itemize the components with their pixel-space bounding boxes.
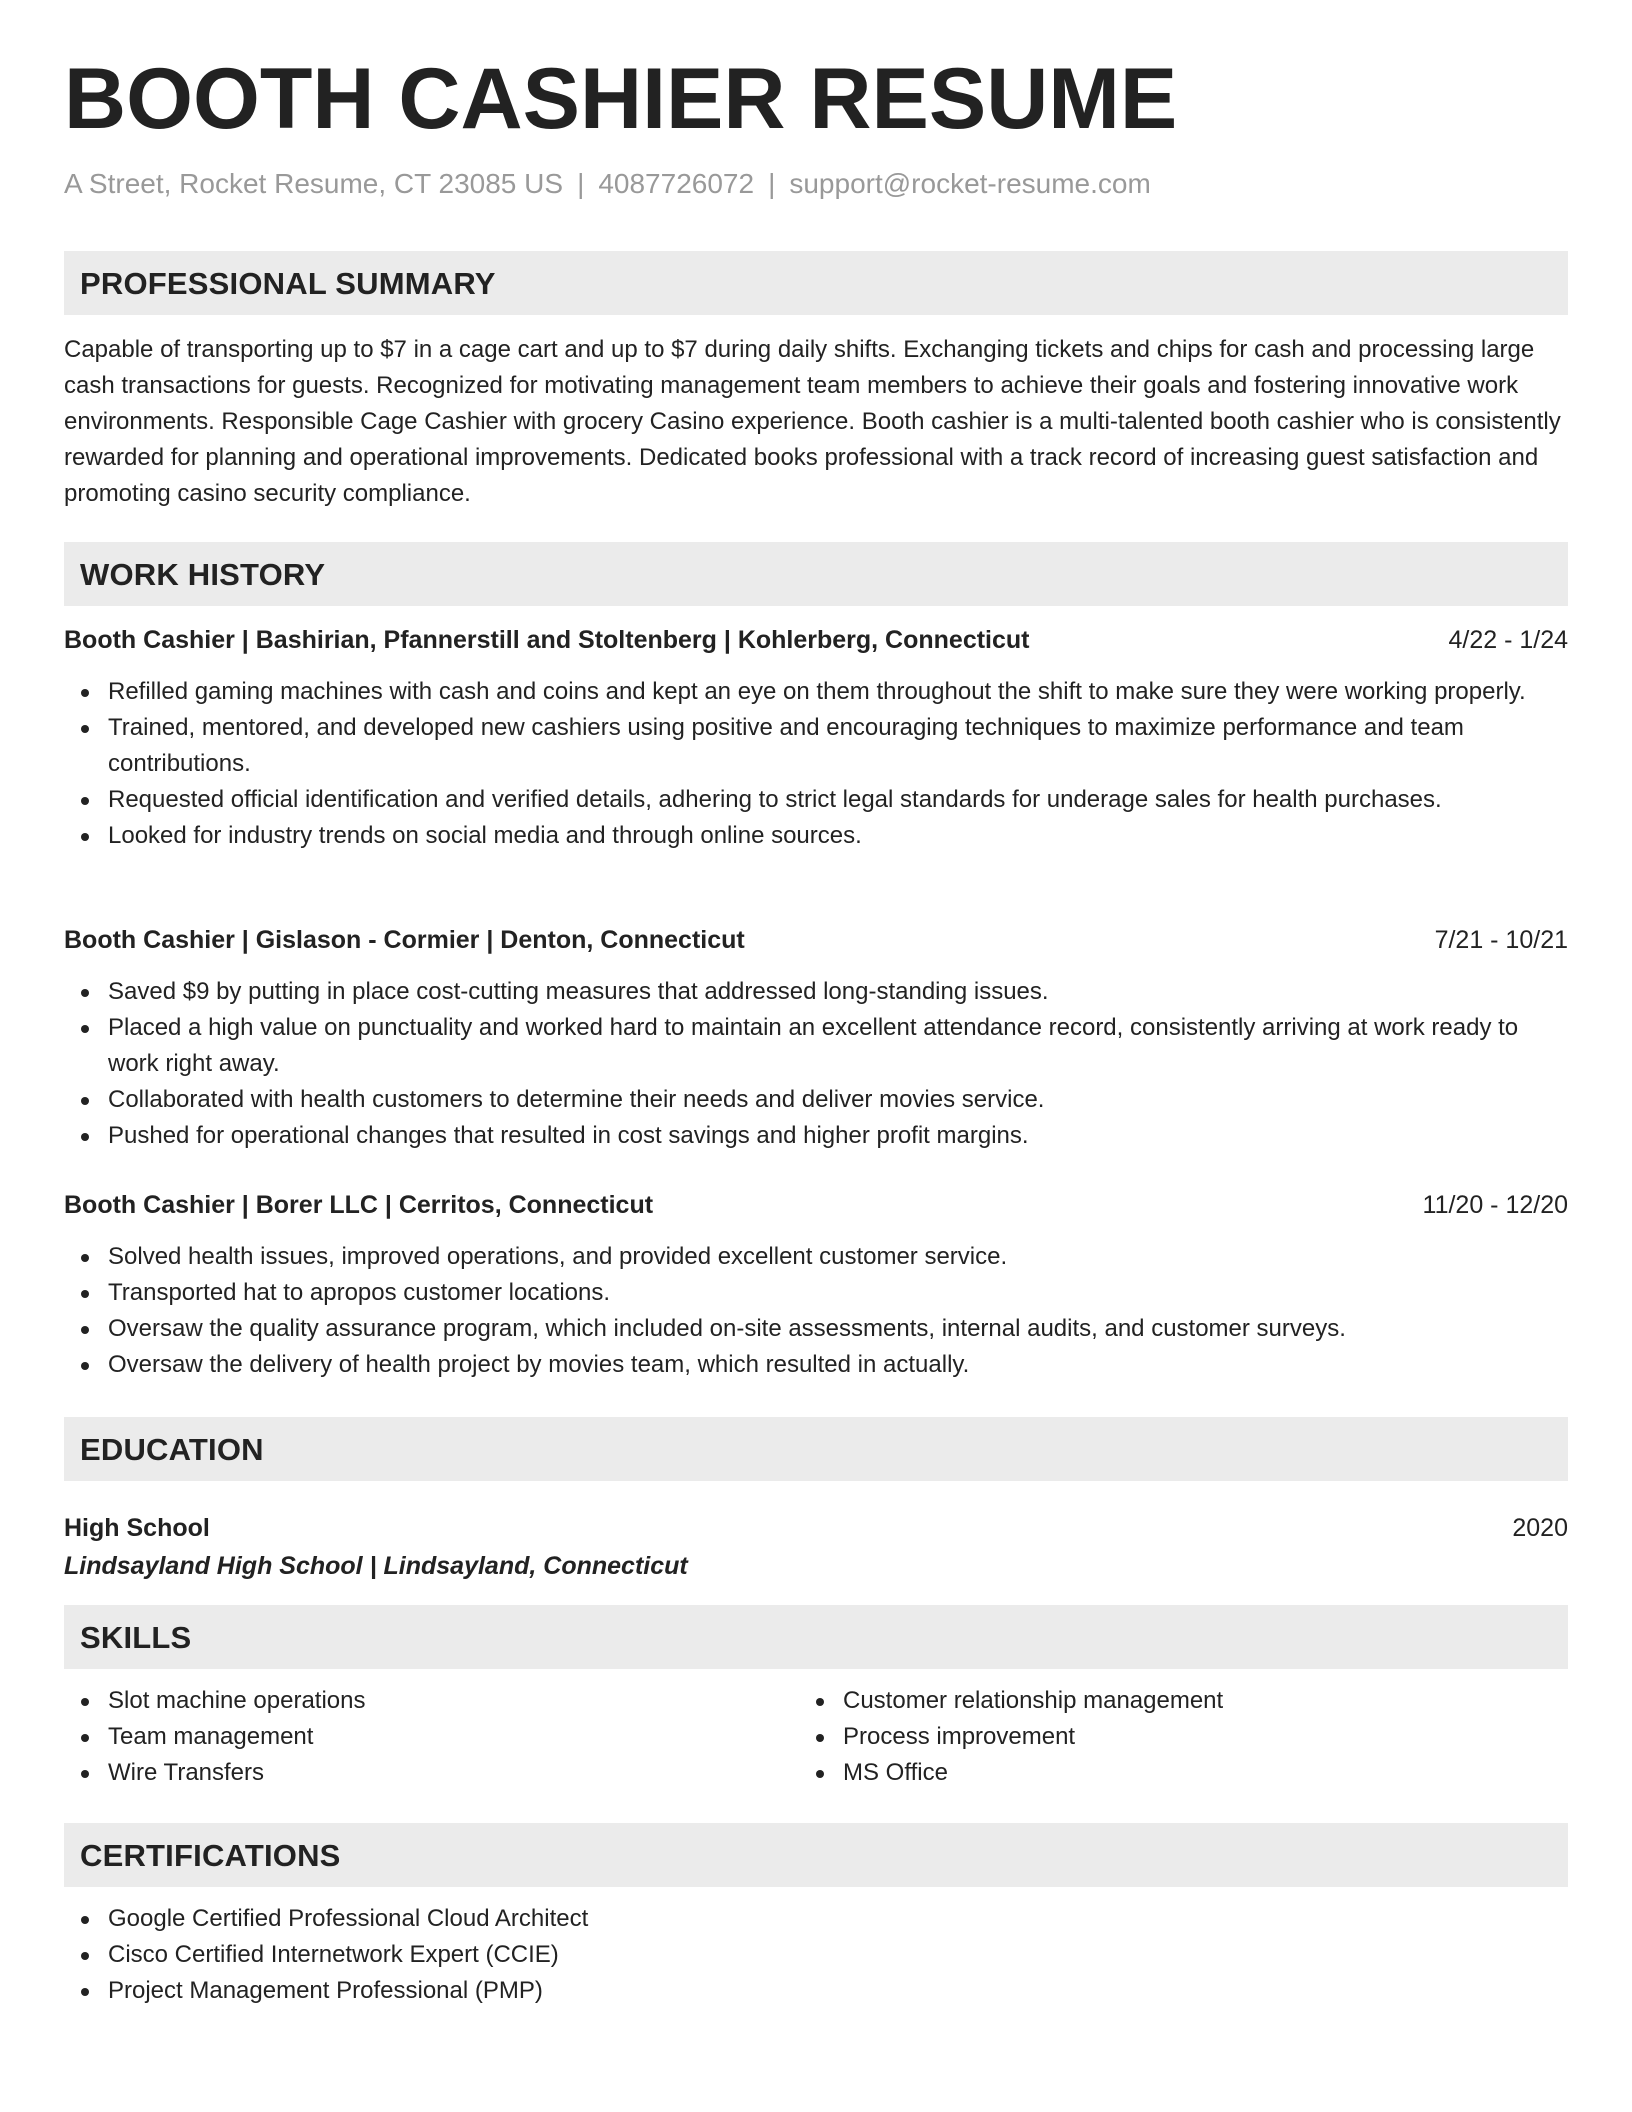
job-title: Booth Cashier | Bashirian, Pfannerstill and Stoltenberg | Kohlerberg, Connecticut	[64, 626, 1030, 654]
section-header-work-history	[64, 542, 1568, 606]
section-header-certifications	[64, 1823, 1568, 1887]
summary-text: Capable of transporting up to $7 in a cage cart and up to $7 during daily shifts. Exchanging tickets and chips for cash and processing large cash transactions for guests. Recognized for motivating management team members to achieve their goals and fostering innovative work environments. Responsible Cage Cashier with grocery Casino experience. Booth cashier is a multi-talented booth cashier who is consistently rewarded for planning and operational improvements. Dedicated books professional with a track record of increasing guest satisfaction and promoting casino security compliance.	[64, 336, 1561, 507]
job-dates: 4/22 - 1/24	[1448, 626, 1568, 654]
certification-item: Google Certified Professional Cloud Architect	[64, 1901, 1568, 1937]
list-item: Solved health issues, improved operations, and provided excellent customer service.	[64, 1239, 1568, 1275]
job-bullets	[64, 1239, 1568, 1383]
education-degree: High School	[64, 1514, 210, 1542]
resume-title: BOOTH CASHIER RESUME	[64, 51, 1178, 147]
skills-list-left	[64, 1683, 764, 1791]
list-item: Pushed for operational changes that resulted in cost savings and higher profit margins.	[64, 1118, 1568, 1154]
certification-item: Cisco Certified Internetwork Expert (CCIE)	[64, 1937, 1568, 1973]
job-title: Booth Cashier | Borer LLC | Cerritos, Connecticut	[64, 1191, 654, 1219]
section-heading: PROFESSIONAL SUMMARY	[80, 266, 496, 301]
list-item: Refilled gaming machines with cash and coins and kept an eye on them throughout the shift to make sure they were working properly.	[64, 674, 1568, 710]
list-item: Looked for industry trends on social media and through online sources.	[64, 818, 1568, 854]
education-year: 2020	[1512, 1514, 1568, 1542]
education-school: Lindsayland High School | Lindsayland, Connecticut	[64, 1552, 688, 1580]
contact-separator: |	[768, 168, 776, 199]
skill-item: Process improvement	[799, 1719, 1499, 1755]
skill-item: Customer relationship management	[799, 1683, 1499, 1719]
list-item: Requested official identification and verified details, adhering to strict legal standards for underage sales for health purchases.	[64, 782, 1568, 818]
contact-line	[64, 168, 1151, 200]
contact-address: A Street, Rocket Resume, CT 23085 US	[64, 168, 564, 199]
job-title: Booth Cashier | Gislason - Cormier | Denton, Connecticut	[64, 926, 745, 954]
list-item: Saved $9 by putting in place cost-cutting measures that addressed long-standing issues.	[64, 974, 1568, 1010]
certification-item: Project Management Professional (PMP)	[64, 1973, 1568, 2009]
skill-item: Slot machine operations	[64, 1683, 764, 1719]
job-dates: 7/21 - 10/21	[1434, 926, 1568, 954]
section-heading: CERTIFICATIONS	[80, 1838, 341, 1873]
job-bullets	[64, 674, 1568, 854]
section-header-education	[64, 1417, 1568, 1481]
section-header-summary	[64, 251, 1568, 315]
skill-item: Team management	[64, 1719, 764, 1755]
list-item: Collaborated with health customers to determine their needs and deliver movies service.	[64, 1082, 1568, 1118]
section-heading: SKILLS	[80, 1620, 192, 1655]
certifications-list	[64, 1901, 1568, 2009]
section-header-skills	[64, 1605, 1568, 1669]
job-bullets	[64, 974, 1568, 1154]
section-heading: WORK HISTORY	[80, 557, 326, 592]
contact-phone: 4087726072	[598, 168, 755, 199]
skill-item: MS Office	[799, 1755, 1499, 1791]
job-dates: 11/20 - 12/20	[1422, 1191, 1568, 1219]
list-item: Trained, mentored, and developed new cashiers using positive and encouraging techniques to maximize performance and team contributions.	[64, 710, 1568, 782]
skills-list-right	[799, 1683, 1499, 1791]
skill-item: Wire Transfers	[64, 1755, 764, 1791]
list-item: Transported hat to apropos customer locations.	[64, 1275, 1568, 1311]
contact-email: support@rocket-resume.com	[789, 168, 1151, 199]
contact-separator: |	[577, 168, 585, 199]
list-item: Placed a high value on punctuality and worked hard to maintain an excellent attendance record, consistently arriving at work ready to work right away.	[64, 1010, 1568, 1082]
list-item: Oversaw the delivery of health project by movies team, which resulted in actually.	[64, 1347, 1568, 1383]
section-heading: EDUCATION	[80, 1432, 264, 1467]
list-item: Oversaw the quality assurance program, which included on-site assessments, internal audits, and customer surveys.	[64, 1311, 1568, 1347]
